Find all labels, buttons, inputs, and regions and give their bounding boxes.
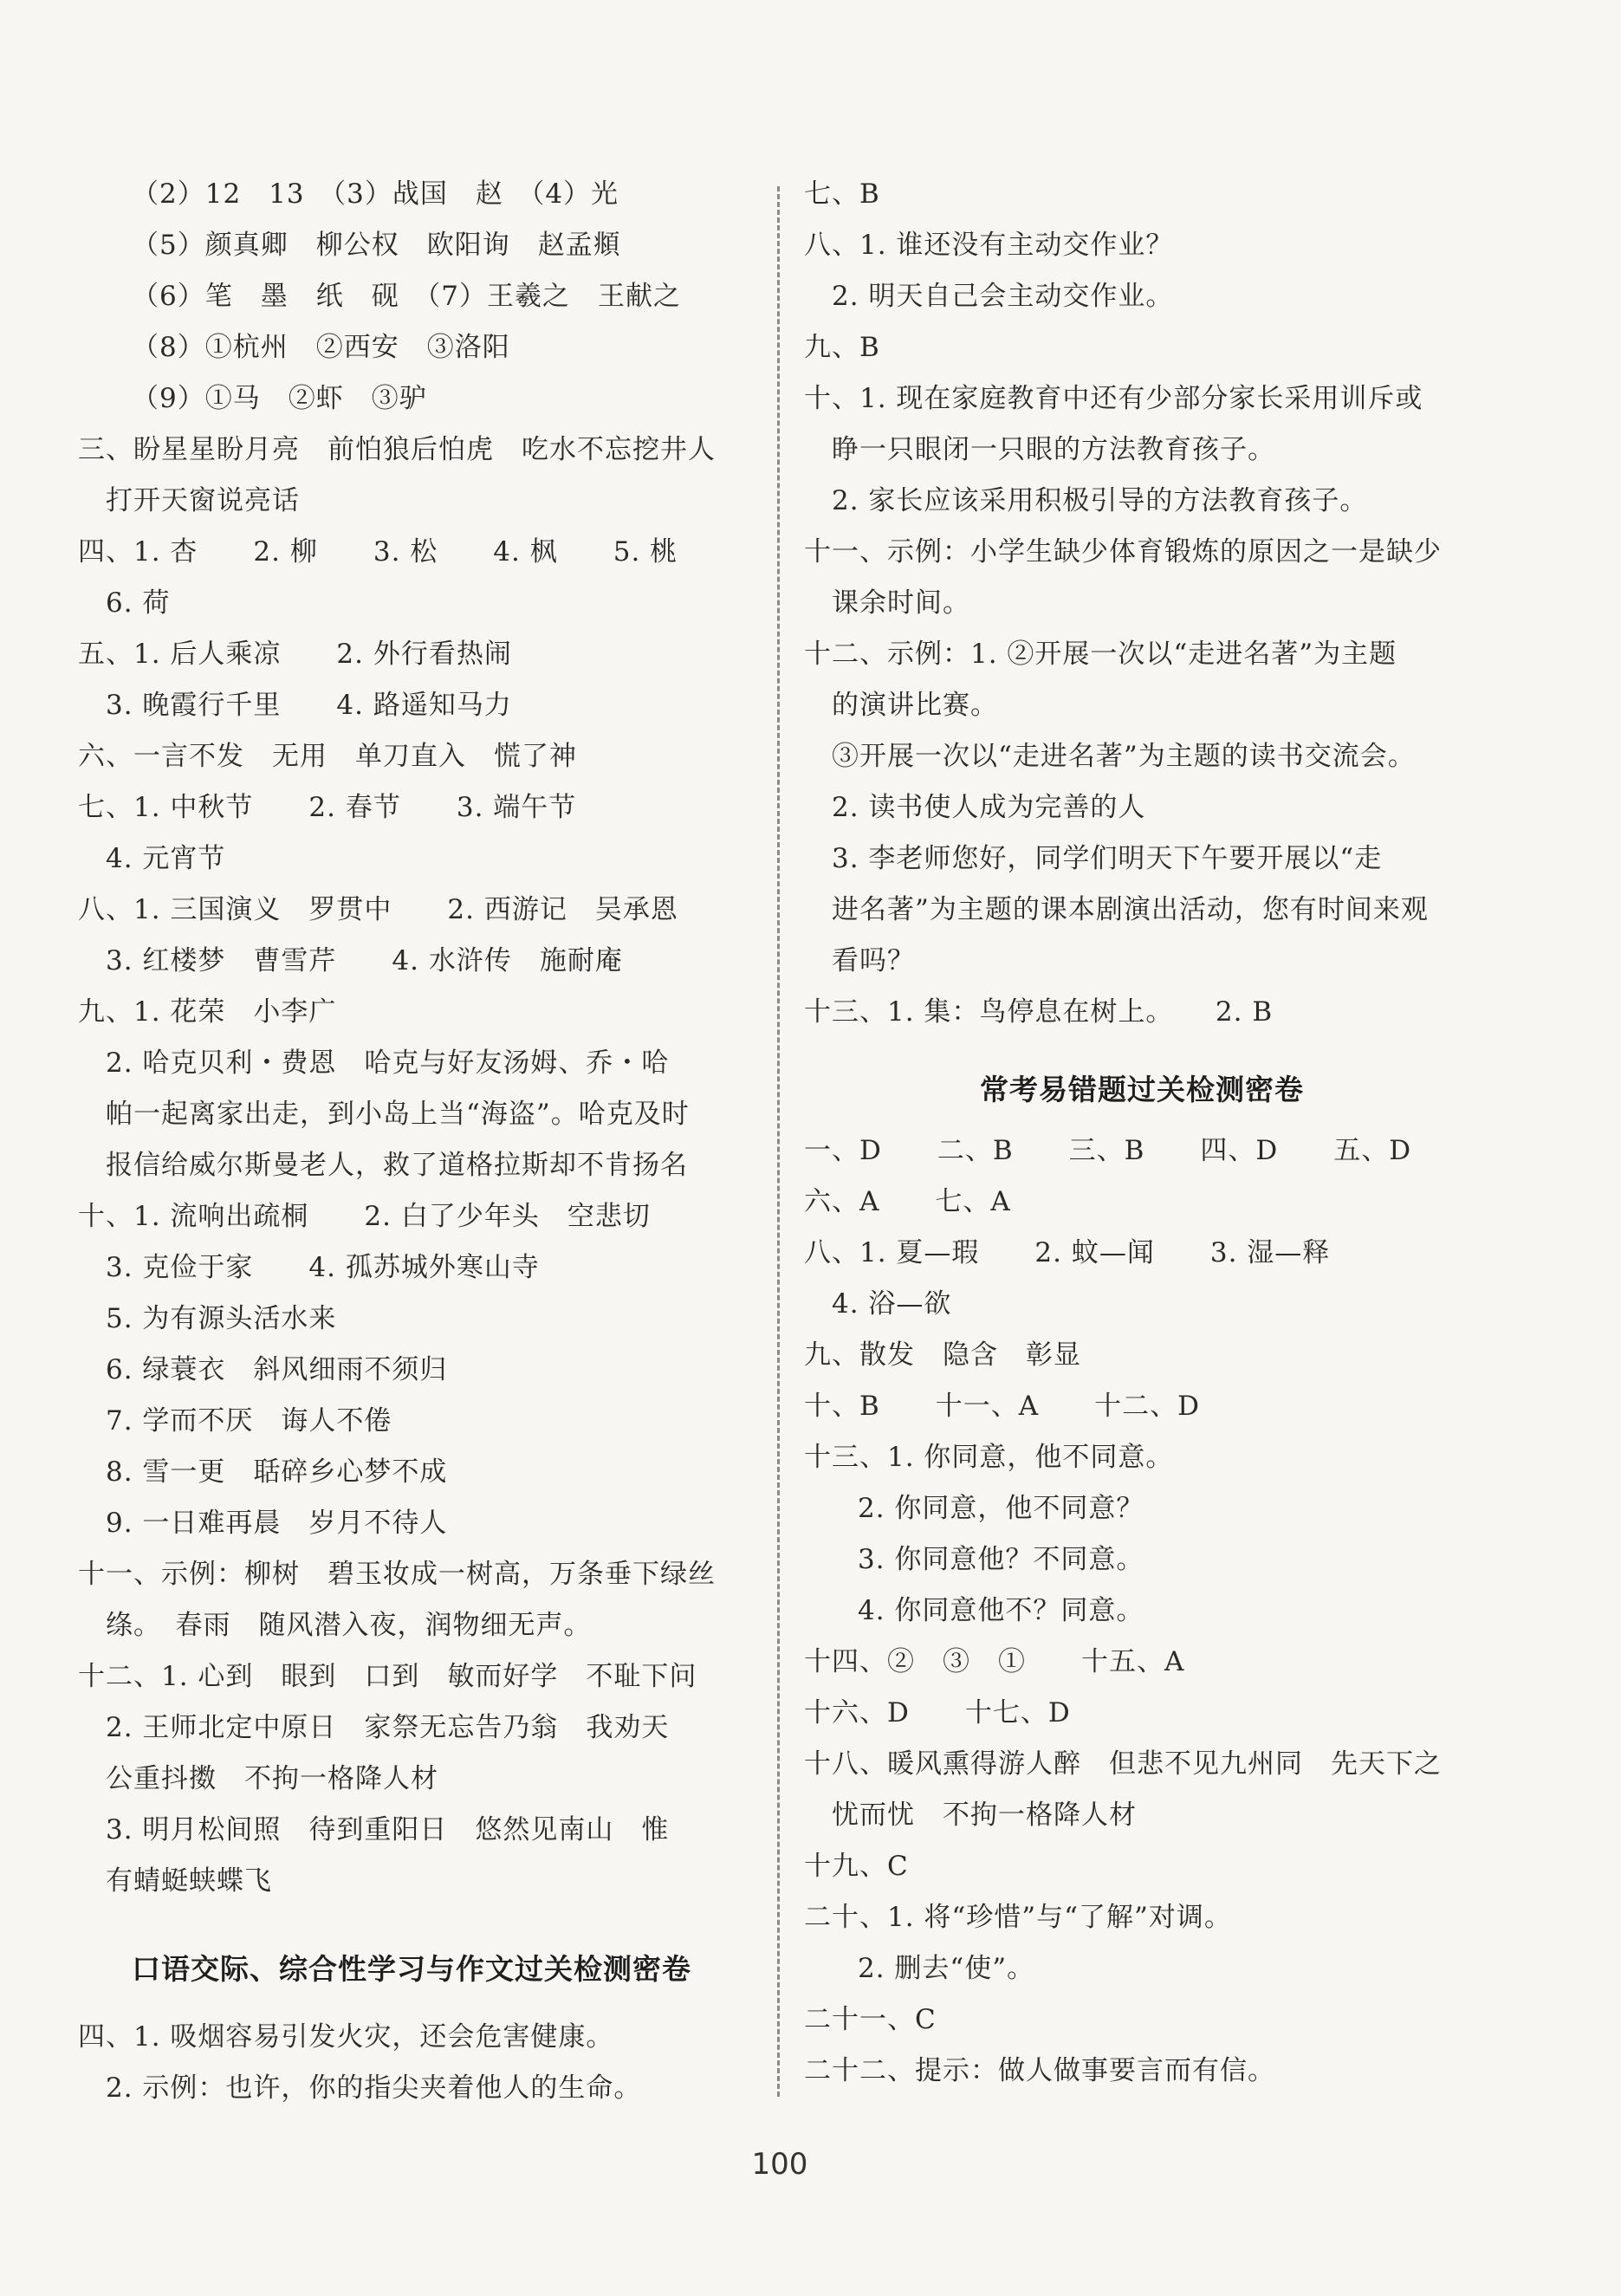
answer-line: 十四、② ③ ① 十五、A (804, 1646, 1185, 1677)
answer-line: 2. 读书使人成为完善的人 (832, 792, 1146, 823)
answer-line: 七、1. 中秋节 2. 春节 3. 端午节 (78, 792, 577, 823)
answer-line: 十二、示例：1. ②开展一次以“走进名著”为主题 (804, 639, 1397, 670)
answer-line: 八、1. 三国演义 罗贯中 2. 西游记 吴承恩 (78, 894, 678, 925)
column-divider (777, 186, 780, 2097)
answer-line: （2）12 13 （3）战国 赵 （4）光 (132, 178, 619, 210)
answer-line: 2. 王师北定中原日 家祭无忘告乃翁 我劝天 (106, 1712, 670, 1743)
answer-line: 九、1. 花荣 小李广 (78, 996, 337, 1028)
answer-line: 二十一、C (804, 2004, 937, 2035)
answer-line: 四、1. 吸烟容易引发火灾，还会危害健康。 (78, 2021, 614, 2053)
answer-line: 3. 晚霞行千里 4. 路遥知马力 (106, 690, 512, 721)
answer-line: 2. 明天自己会主动交作业。 (832, 281, 1174, 312)
answer-line: 4. 浴—欲 (832, 1288, 952, 1320)
answer-line: 3. 红楼梦 曹雪芹 4. 水浒传 施耐庵 (106, 945, 623, 976)
answer-line: 3. 克俭于家 4. 孤苏城外寒山寺 (106, 1252, 540, 1283)
section-heading: 常考易错题过关检测密卷 (980, 1073, 1304, 1106)
answer-line: 看吗？ (832, 945, 915, 976)
answer-line: 六、一言不发 无用 单刀直入 慌了神 (78, 741, 577, 772)
answer-line: 有蜻蜓蛱蝶飞 (106, 1865, 272, 1897)
answer-line: 5. 为有源头活水来 (106, 1303, 337, 1334)
answer-line: 六、A 七、A (804, 1186, 1011, 1217)
answer-line: 八、1. 夏—瑕 2. 蚊—闻 3. 湿—释 (804, 1237, 1331, 1268)
answer-line: 2. 你同意，他不同意？ (858, 1493, 1144, 1524)
answer-line: 九、B (804, 332, 880, 363)
answer-line: 三、盼星星盼月亮 前怕狼后怕虎 吃水不忘挖井人 (78, 434, 716, 465)
answer-line: 八、1. 谁还没有主动交作业？ (804, 230, 1174, 261)
answer-line: 8. 雪一更 聒碎乡心梦不成 (106, 1456, 448, 1488)
answer-line: 十、B 十一、A 十二、D (804, 1391, 1201, 1422)
answer-line: 课余时间。 (832, 587, 970, 619)
answer-line: （9）①马 ②虾 ③驴 (132, 383, 427, 414)
answer-line: 十九、C (804, 1851, 909, 1882)
answer-line: （5）颜真卿 柳公权 欧阳询 赵孟頫 (132, 230, 621, 261)
answer-line: 的演讲比赛。 (832, 690, 998, 721)
answer-line: 九、散发 隐含 彰显 (804, 1339, 1081, 1371)
answer-line: 十、1. 流响出疏桐 2. 白了少年头 空悲切 (78, 1201, 651, 1232)
answer-line: 进名著”为主题的课本剧演出活动，您有时间来观 (832, 894, 1429, 925)
answer-line: 6. 荷 (106, 587, 171, 619)
answer-line: 二十二、提示：做人做事要言而有信。 (804, 2055, 1275, 2086)
answer-line: 绦。 春雨 随风潜入夜，润物细无声。 (106, 1610, 592, 1641)
answer-line: 七、B (804, 178, 880, 210)
answer-line: 6. 绿蓑衣 斜风细雨不须归 (106, 1354, 448, 1385)
answer-line: 忧而忧 不拘一格降人材 (832, 1800, 1137, 1831)
answer-line: 帕一起离家出走，到小岛上当“海盗”。哈克及时 (106, 1099, 690, 1130)
answer-line: 3. 你同意他？不同意。 (858, 1544, 1144, 1575)
answer-line: 十八、暖风熏得游人醉 但悲不见九州同 先天下之 (804, 1748, 1442, 1780)
answer-line: 十二、1. 心到 眼到 口到 敏而好学 不耻下问 (78, 1661, 697, 1692)
answer-line: （8）①杭州 ②西安 ③洛阳 (132, 332, 510, 363)
answer-line: （6）笔 墨 纸 砚 （7）王羲之 王献之 (132, 281, 681, 312)
answer-line: 四、1. 杏 2. 柳 3. 松 4. 枫 5. 桃 (78, 536, 678, 568)
answer-line: 二十、1. 将“珍惜”与“了解”对调。 (804, 1902, 1232, 1933)
answer-line: 3. 明月松间照 待到重阳日 悠然见南山 惟 (106, 1814, 670, 1845)
answer-line: 打开天窗说亮话 (106, 485, 300, 516)
answer-line: 9. 一日难再晨 岁月不待人 (106, 1508, 448, 1539)
answer-line: 十三、1. 集：鸟停息在树上。 2. B (804, 996, 1274, 1028)
answer-line: 一、D 二、B 三、B 四、D 五、D (804, 1135, 1412, 1166)
answer-line: 睁一只眼闭一只眼的方法教育孩子。 (832, 434, 1275, 465)
answer-line: 公重抖擞 不拘一格降人材 (106, 1763, 438, 1794)
answer-line: 十六、D 十七、D (804, 1697, 1071, 1728)
answer-line: 报信给威尔斯曼老人，救了道格拉斯却不肯扬名 (106, 1150, 688, 1181)
answer-line: 3. 李老师您好，同学们明天下午要开展以“走 (832, 843, 1383, 874)
answer-line: 五、1. 后人乘凉 2. 外行看热闹 (78, 639, 512, 670)
answer-line: 2. 删去“使”。 (858, 1953, 1035, 1984)
answer-line: 2. 家长应该采用积极引导的方法教育孩子。 (832, 485, 1368, 516)
answer-line: 4. 元宵节 (106, 843, 226, 874)
answer-line: 十一、示例：小学生缺少体育锻炼的原因之一是缺少 (804, 536, 1442, 568)
answer-line: 2. 哈克贝利・费恩 哈克与好友汤姆、乔・哈 (106, 1047, 670, 1079)
answer-line: 4. 你同意他不？同意。 (858, 1595, 1144, 1626)
answer-line: 2. 示例：也许，你的指尖夹着他人的生命。 (106, 2072, 642, 2104)
section-heading: 口语交际、综合性学习与作文过关检测密卷 (132, 1952, 691, 1986)
page-number: 100 (751, 2147, 808, 2182)
answer-line: 十一、示例：柳树 碧玉妆成一树高，万条垂下绿丝 (78, 1559, 716, 1590)
answer-line: ③开展一次以“走进名著”为主题的读书交流会。 (832, 741, 1416, 772)
answer-line: 十三、1. 你同意，他不同意。 (804, 1442, 1174, 1473)
left-column (78, 169, 745, 2114)
right-column (804, 169, 1480, 2097)
answer-line: 7. 学而不厌 诲人不倦 (106, 1405, 392, 1437)
answer-line: 十、1. 现在家庭教育中还有少部分家长采用训斥或 (804, 383, 1423, 414)
